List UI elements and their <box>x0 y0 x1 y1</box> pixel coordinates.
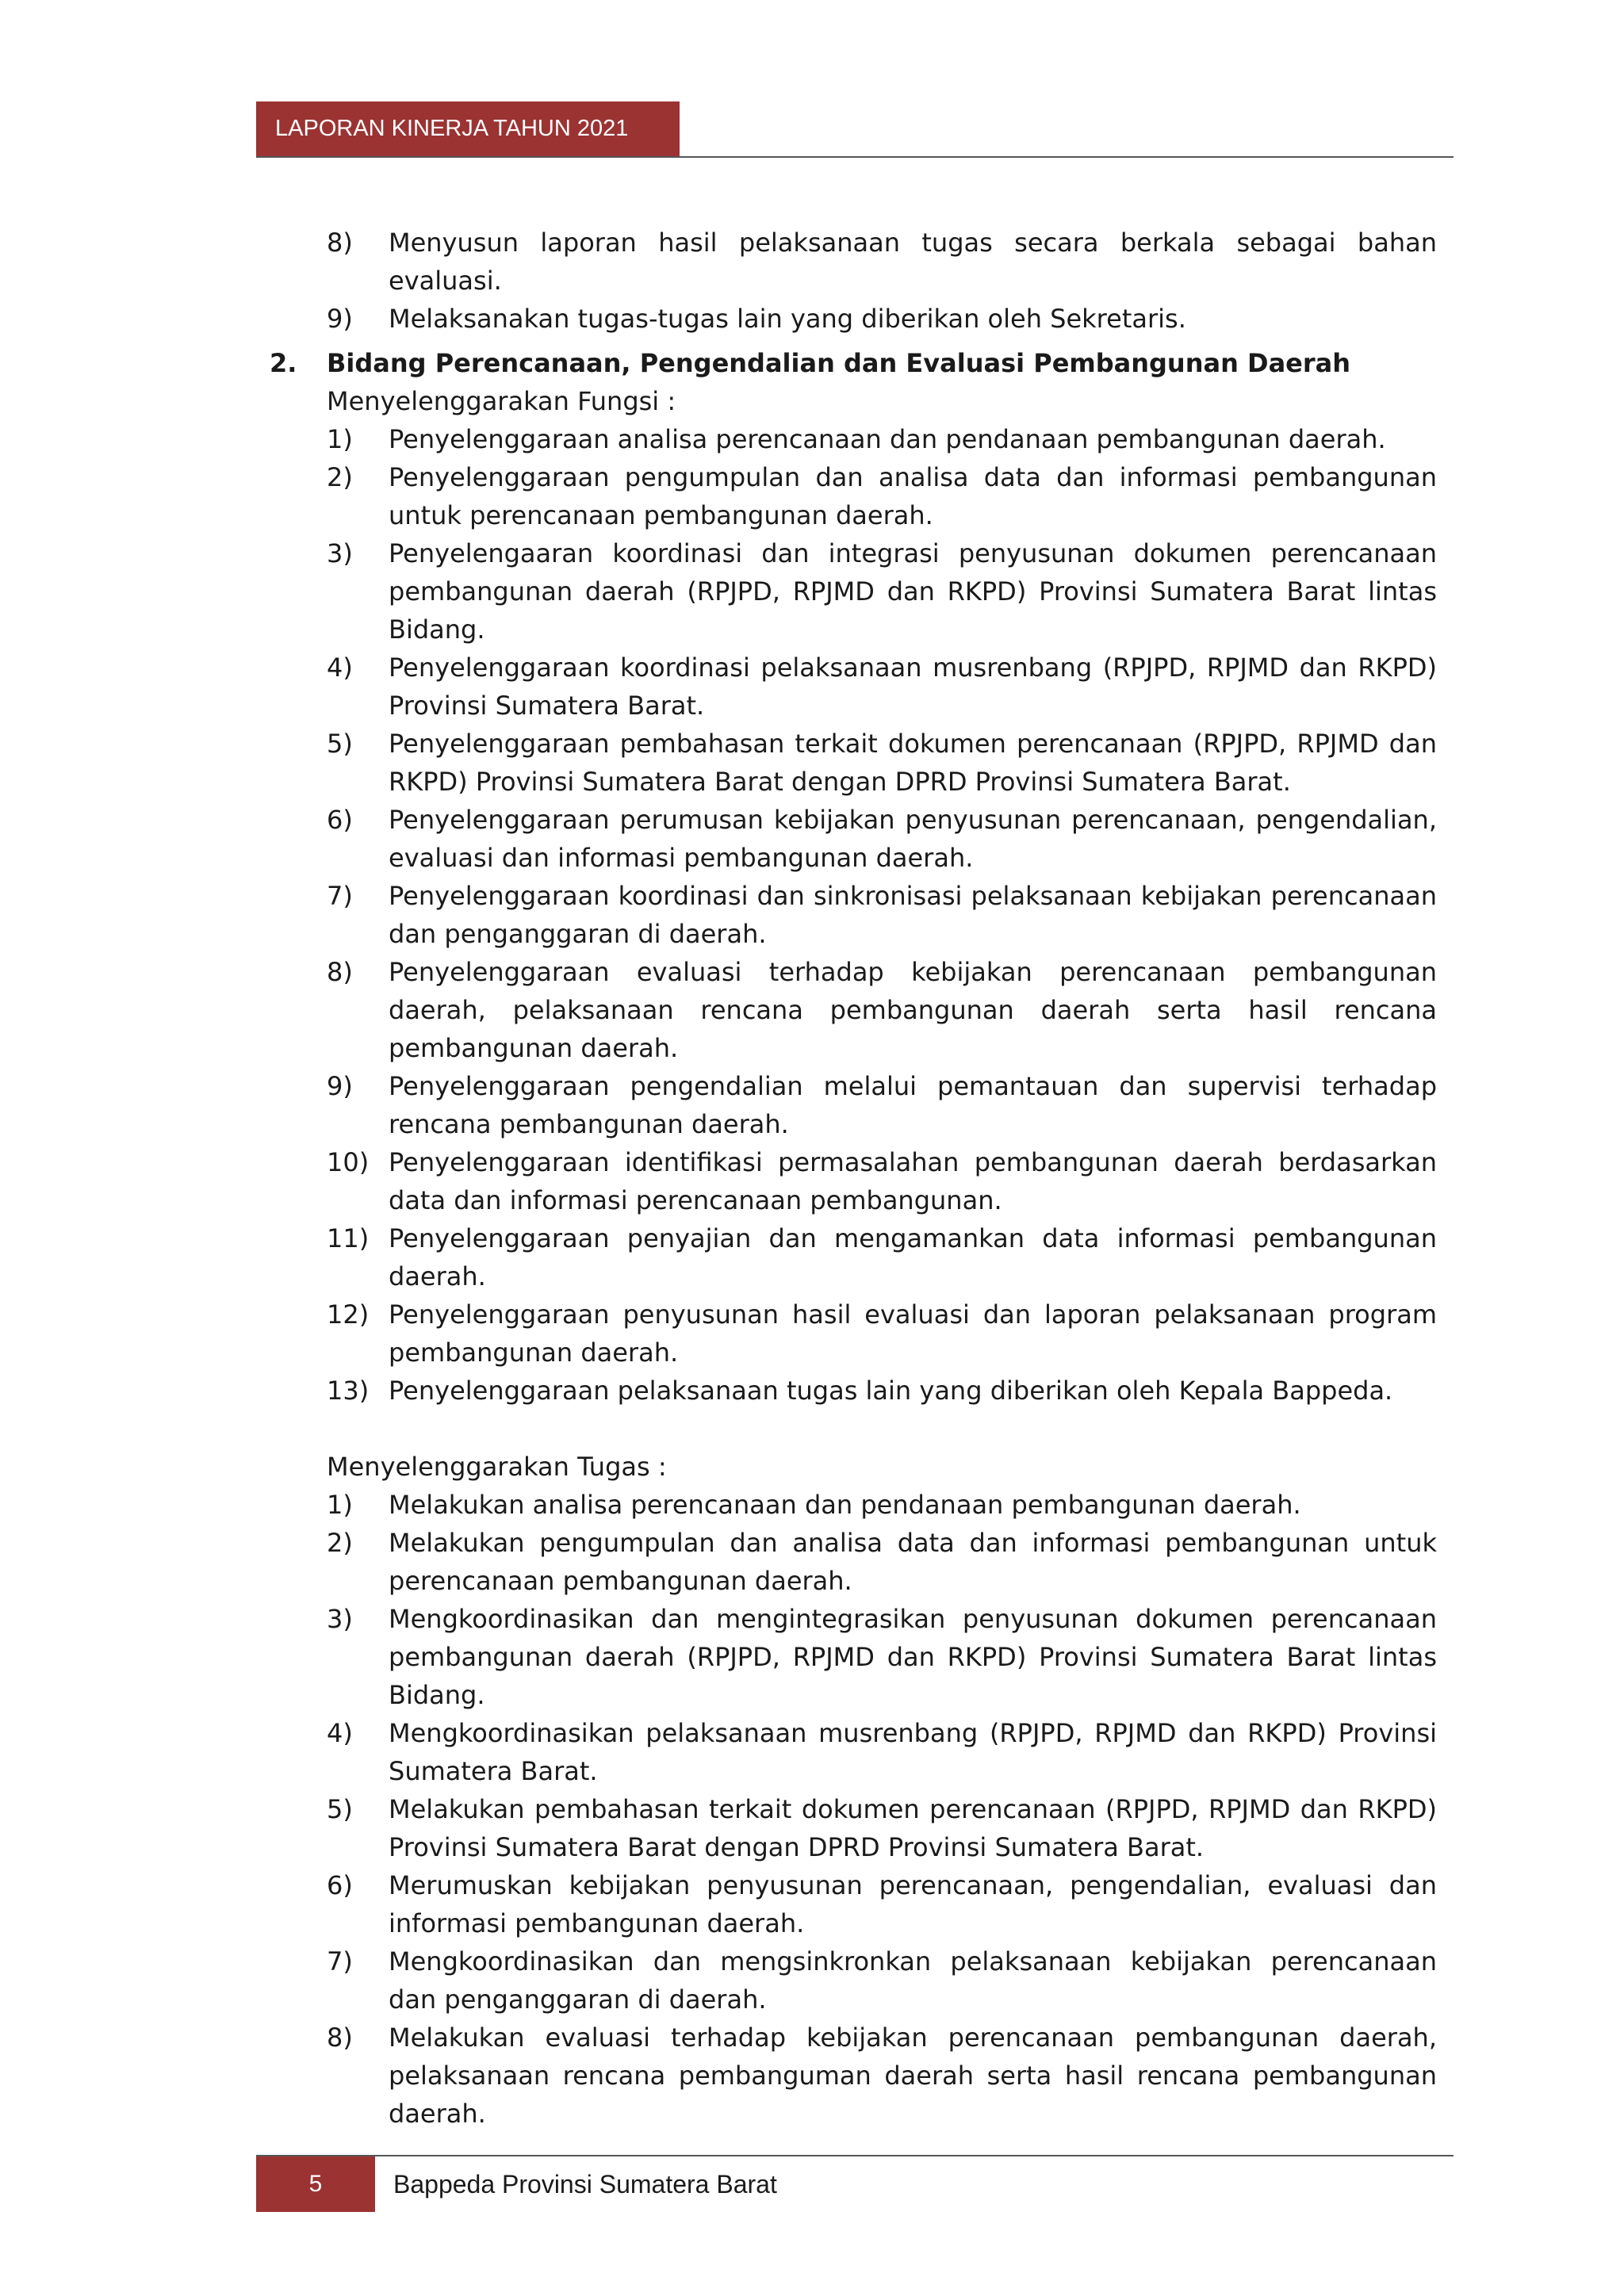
list-item-text: Penyelenggaraan analisa perencanaan dan pendanaan pembangunan daerah. <box>389 424 1386 454</box>
list-item-number: 8) <box>327 2022 353 2053</box>
list-item <box>327 300 1437 338</box>
list-item <box>327 649 1437 725</box>
list-item-number: 6) <box>327 805 353 835</box>
list-item-text: Melakukan evaluasi terhadap kebijakan perencanaan pembangunan daerah, pelaksanaan rencana pembanguman daerah serta hasil rencana pembangunan daerah. <box>389 2022 1437 2129</box>
list-item-text: Penyelenggaraan koordinasi dan sinkronisasi pelaksanaan kebijakan perencanaan dan penganggaran di daerah. <box>389 881 1437 949</box>
list-item-number: 3) <box>327 1604 353 1634</box>
list-item-number: 6) <box>327 1870 353 1900</box>
fungsi-list <box>327 420 1437 1410</box>
list-item <box>327 1486 1437 1524</box>
tugas-list <box>327 1486 1437 2133</box>
list-item-text: Penyelenggaraan identifikasi permasalahan pembangunan daerah berdasarkan data dan informasi perencanaan pembangunan. <box>389 1147 1437 1215</box>
list-item-number: 5) <box>327 1794 353 1824</box>
list-item <box>327 1372 1437 1410</box>
list-item-number: 3) <box>327 538 353 568</box>
list-item-number: 10) <box>327 1147 370 1177</box>
header-divider <box>256 156 1454 158</box>
list-item-number: 4) <box>327 1718 353 1748</box>
list-item <box>327 420 1437 458</box>
list-item-text: Penyelenggaraan pengendalian melalui pemantauan dan supervisi terhadap rencana pembangunan daerah. <box>389 1071 1437 1139</box>
list-item-text: Penyelenggaraan koordinasi pelaksanaan musrenbang (RPJPD, RPJMD dan RKPD) Provinsi Sumatera Barat. <box>389 652 1437 721</box>
list-item-text: Melakukan pengumpulan dan analisa data dan informasi pembangunan untuk perencanaan pembangunan daerah. <box>389 1528 1437 1596</box>
intro-list <box>327 224 1437 338</box>
list-item-text: Penyelenggaraan perumusan kebijakan penyusunan perencanaan, pengendalian, evaluasi dan informasi pembangunan daerah. <box>389 805 1437 873</box>
list-item-number: 1) <box>327 1490 353 1520</box>
list-item-text: Penyelenggaraan pengumpulan dan analisa data dan informasi pembangunan untuk perencanaan pembangunan daerah. <box>389 462 1437 530</box>
list-item-text: Mengkoordinasikan dan mengintegrasikan penyusunan dokumen perencanaan pembangunan daerah (RPJPD, RPJMD dan RKPD) Provinsi Sumatera Barat lintas Bidang. <box>389 1604 1437 1710</box>
list-item <box>327 953 1437 1067</box>
list-item <box>327 1790 1437 1866</box>
list-item-number: 13) <box>327 1376 370 1406</box>
list-item-text: Menyusun laporan hasil pelaksanaan tugas secara berkala sebagai bahan evaluasi. <box>389 228 1437 296</box>
list-item-text: Mengkoordinasikan dan mengsinkronkan pelaksanaan kebijakan perencanaan dan penganggaran di daerah. <box>389 1946 1437 2015</box>
list-item <box>327 1524 1437 1600</box>
list-item-number: 11) <box>327 1223 370 1253</box>
list-item-number: 9) <box>327 304 353 334</box>
list-item <box>327 1714 1437 1790</box>
list-item <box>327 877 1437 953</box>
list-item-number: 2) <box>327 462 353 492</box>
report-title-tab: LAPORAN KINERJA TAHUN 2021 <box>256 101 680 156</box>
list-item-text: Penyelenggaraan penyusunan hasil evaluasi dan laporan pelaksanaan program pembangunan daerah. <box>389 1299 1437 1368</box>
list-item-number: 4) <box>327 652 353 683</box>
list-item-text: Merumuskan kebijakan penyusunan perencanaan, pengendalian, evaluasi dan informasi pembangunan daerah. <box>389 1870 1437 1938</box>
list-item-text: Melaksanakan tugas-tugas lain yang diberikan oleh Sekretaris. <box>389 304 1186 334</box>
list-item-number: 1) <box>327 424 353 454</box>
list-item <box>327 1219 1437 1295</box>
list-item-text: Mengkoordinasikan pelaksanaan musrenbang (RPJPD, RPJMD dan RKPD) Provinsi Sumatera Barat. <box>389 1718 1437 1786</box>
list-item-number: 8) <box>327 957 353 987</box>
list-item <box>327 725 1437 801</box>
list-item-text: Penyelenggaraan pelaksanaan tugas lain yang diberikan oleh Kepala Bappeda. <box>389 1376 1393 1406</box>
list-item <box>327 458 1437 534</box>
section-bidang-perencanaan <box>270 344 1437 2133</box>
list-item <box>327 1067 1437 1143</box>
list-item-text: Penyelenggaraan penyajian dan mengamankan data informasi pembangunan daerah. <box>389 1223 1437 1292</box>
list-item <box>327 1866 1437 1942</box>
list-item <box>327 1295 1437 1372</box>
list-item-number: 9) <box>327 1071 353 1101</box>
tugas-label: Menyelenggarakan Tugas : <box>327 1452 667 1482</box>
list-item-number: 5) <box>327 729 353 759</box>
list-item <box>327 224 1437 300</box>
list-item-number: 7) <box>327 881 353 911</box>
list-item <box>327 1143 1437 1219</box>
list-item-text: Penyelenggaraan evaluasi terhadap kebijakan perencanaan pembangunan daerah, pelaksanaan rencana pembangunan daerah serta hasil rencana pembangunan daerah. <box>389 957 1437 1063</box>
list-item-text: Melakukan pembahasan terkait dokumen perencanaan (RPJPD, RPJMD dan RKPD) Provinsi Sumatera Barat dengan DPRD Provinsi Sumatera Barat. <box>389 1794 1437 1862</box>
fungsi-label: Menyelenggarakan Fungsi : <box>327 386 676 416</box>
list-item-text: Penyelenggaraan pembahasan terkait dokumen perencanaan (RPJPD, RPJMD dan RKPD) Provinsi Sumatera Barat dengan DPRD Provinsi Sumatera Barat. <box>389 729 1437 797</box>
list-item-text: Penyelengaaran koordinasi dan integrasi penyusunan dokumen perencanaan pembangunan daerah (RPJPD, RPJMD dan RKPD) Provinsi Sumatera Barat lintas Bidang. <box>389 538 1437 645</box>
section-number: 2. <box>270 348 297 378</box>
list-item <box>327 1600 1437 1714</box>
section-heading <box>270 344 1437 382</box>
footer-organization: Bappeda Provinsi Sumatera Barat <box>393 2170 777 2198</box>
list-item <box>327 1942 1437 2019</box>
list-item-number: 12) <box>327 1299 370 1330</box>
list-item <box>327 534 1437 649</box>
list-item-text: Melakukan analisa perencanaan dan pendanaan pembangunan daerah. <box>389 1490 1301 1520</box>
list-item-number: 8) <box>327 228 353 258</box>
list-item <box>327 2019 1437 2133</box>
list-item-number: 7) <box>327 1946 353 1976</box>
list-item <box>327 801 1437 877</box>
list-item-number: 2) <box>327 1528 353 1558</box>
section-title: Bidang Perencanaan, Pengendalian dan Evaluasi Pembangunan Daerah <box>327 348 1351 378</box>
page-number: 5 <box>256 2156 375 2212</box>
